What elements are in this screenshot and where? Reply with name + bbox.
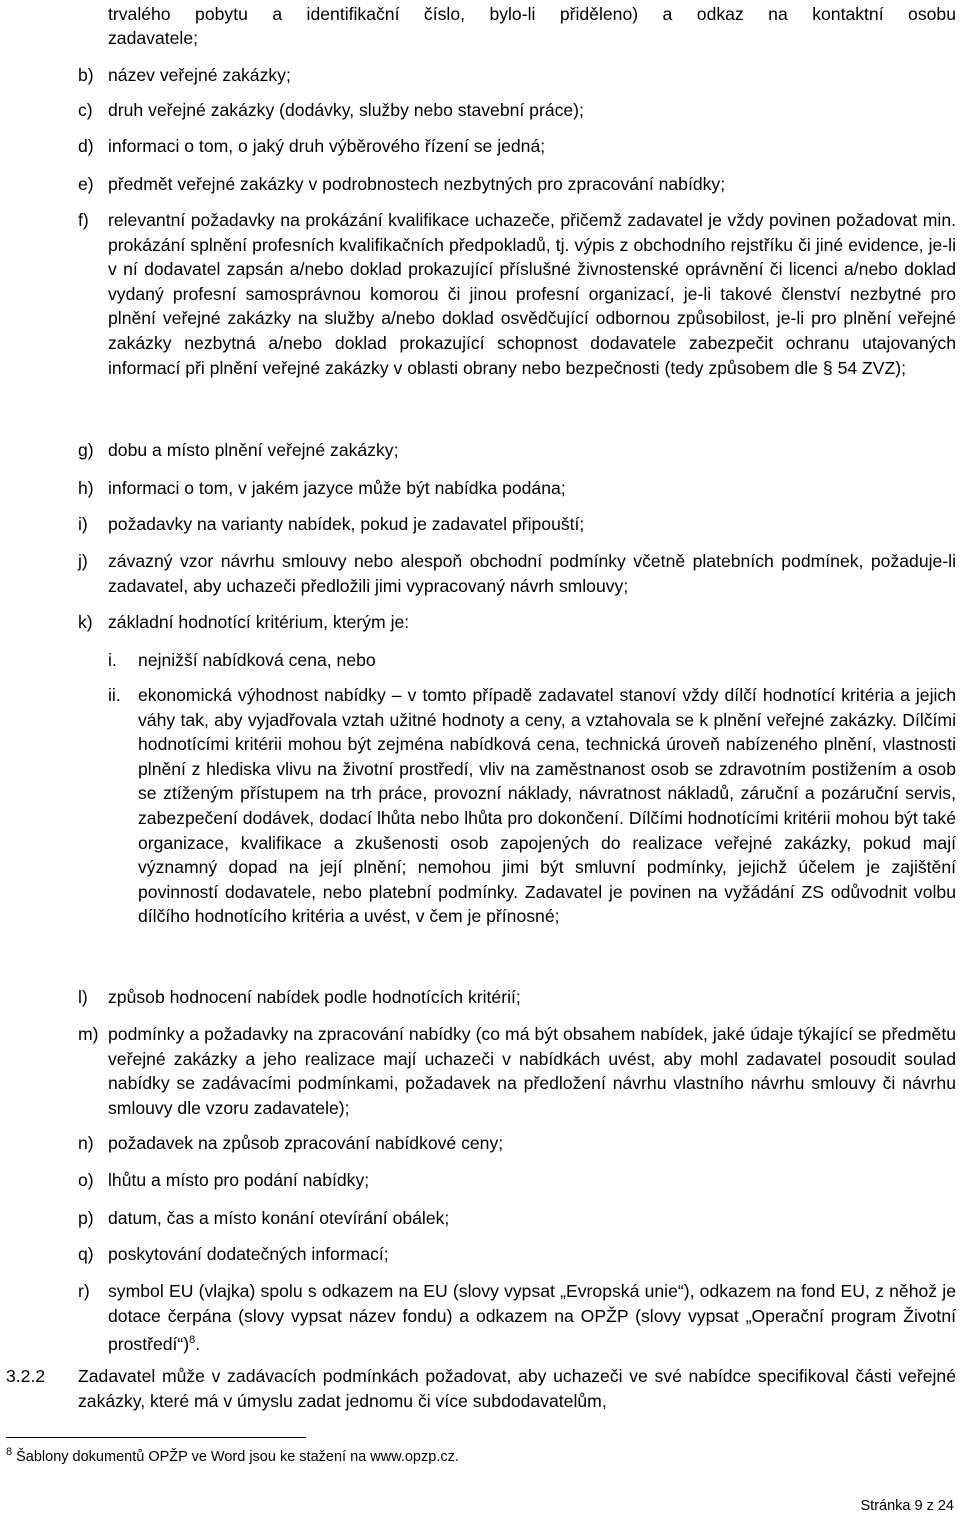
list-text: poskytování dodatečných informací; bbox=[108, 1244, 389, 1264]
list-text: informaci o tom, v jakém jazyce může být nabídka podána; bbox=[108, 478, 566, 498]
list-label: h) bbox=[78, 478, 94, 498]
list-item-r bbox=[78, 1279, 956, 1357]
sub-text: ekonomická výhodnost nabídky – v tomto případě zadavatel stanoví vždy dílčí hodnotící kritéria a jejich váhy tak, aby vyjadřovala vztah užitné hodnoty a ceny, a vztahovala se k plnění veřejné zakázky. Dílčími hodnotícími kritérii mohou být zejména nabídková cena, technická úroveň nabízeného plnění, vlastnosti plnění z hlediska vlivu na životní prostředí, vliv na zaměstnanost osob se zdravotním postižením a osob se ztíženým přístupem na trh práce, provozní náklady, návratnost nákladů, záruční a pozáruční servis, zabezpečení dodávek, dodací lhůta nebo lhůta pro dokončení. Dílčími hodnotícími kritérii mohou být také organizace, kvalifikace a zkušenosti osob zapojených do realizace veřejné zakázky, pokud mají významný dopad na její plnění; nemohou jimi být smluvní podmínky, jejichž účelem je zajištění povinností dodavatele, nebo platební podmínky. Zadavatel je povinen na vyžádání ZS odůvodnit volbu dílčího hodnotícího kritéria a uvést, v čem je přínosné; bbox=[138, 685, 956, 927]
section-3-2-2 bbox=[6, 1364, 956, 1413]
list-text: základní hodnotící kritérium, kterým je: bbox=[108, 612, 410, 632]
list-label: d) bbox=[78, 136, 94, 156]
list-text: způsob hodnocení nabídek podle hodnotících kritérií; bbox=[108, 987, 521, 1007]
footnote-reference: 8 bbox=[189, 1334, 196, 1347]
list-label: e) bbox=[78, 174, 94, 194]
list-text: podmínky a požadavky na zpracování nabídky (co má být obsahem nabídek, jaké údaje týkající se předmětu veřejné zakázky a jeho realizace mají uchazeči v nabídkách uvést, aby mohl zadavatel posoudit soulad nabídky se zadávacími podmínkami, požadavek na předložení návrhu vlastního návrhu smlouvy či návrhu smlouvy dle vzoru zadavatele); bbox=[108, 1024, 956, 1118]
sub-label: ii. bbox=[108, 685, 121, 705]
list-item-j bbox=[78, 549, 956, 598]
list-label: c) bbox=[78, 100, 93, 120]
list-label: r) bbox=[78, 1281, 90, 1301]
list-label: n) bbox=[78, 1133, 94, 1153]
list-text: požadavky na varianty nabídek, pokud je zadavatel připouští; bbox=[108, 514, 585, 534]
list-text: dobu a místo plnění veřejné zakázky; bbox=[108, 440, 399, 460]
list-label: g) bbox=[78, 440, 94, 460]
list-item-p bbox=[78, 1206, 956, 1231]
list-label: p) bbox=[78, 1208, 94, 1228]
list-item-o bbox=[78, 1168, 956, 1193]
list-text: název veřejné zakázky; bbox=[108, 65, 291, 85]
list-item-b bbox=[78, 63, 956, 88]
footnote bbox=[6, 1442, 459, 1467]
list-item-f bbox=[78, 208, 956, 380]
list-label: i) bbox=[78, 514, 88, 534]
list-item-n bbox=[78, 1131, 956, 1156]
list-text: závazný vzor návrhu smlouvy nebo alespoň obchodní podmínky včetně platebních podmínek, požaduje-li zadavatel, aby uchazeči předložili jimi vypracovaný návrh smlouvy; bbox=[108, 551, 956, 596]
list-item-g bbox=[78, 438, 956, 463]
list-label: b) bbox=[78, 65, 94, 85]
list-item-i bbox=[78, 512, 956, 537]
list-item-e bbox=[78, 172, 956, 197]
footnote-divider bbox=[6, 1437, 306, 1438]
list-item-d bbox=[78, 134, 956, 159]
footnote-text: Šablony dokumentů OPŽP ve Word jsou ke stažení na www.opzp.cz. bbox=[16, 1449, 459, 1465]
list-text-body: symbol EU (vlajka) spolu s odkazem na EU (slovy vypsat „Evropská unie“), odkazem na fond EU, z něhož je dotace čerpána (slovy vypsat název fondu) a odkazem na OPŽP (slovy vypsat „Operační program Životní prostředí“) bbox=[108, 1281, 956, 1355]
sub-item-ii bbox=[108, 683, 956, 929]
list-text: informaci o tom, o jaký druh výběrového řízení se jedná; bbox=[108, 136, 546, 156]
list-item-h bbox=[78, 476, 956, 501]
list-label: k) bbox=[78, 612, 93, 632]
list-text: druh veřejné zakázky (dodávky, služby nebo stavební práce); bbox=[108, 100, 584, 120]
list-item-l bbox=[78, 985, 956, 1010]
list-item-m bbox=[78, 1022, 956, 1120]
list-text-end: . bbox=[195, 1334, 201, 1355]
section-number: 3.2.2 bbox=[6, 1366, 46, 1386]
list-label: m) bbox=[78, 1024, 99, 1044]
list-label: f) bbox=[78, 210, 89, 230]
intro-line-2: zadavatele; bbox=[108, 28, 198, 48]
list-item-k bbox=[78, 610, 956, 635]
sub-label: i. bbox=[108, 650, 117, 670]
list-label: q) bbox=[78, 1244, 94, 1264]
list-label: o) bbox=[78, 1170, 94, 1190]
section-text: Zadavatel může v zadávacích podmínkách požadovat, aby uchazeči ve své nabídce specifikoval části veřejné zakázky, které má v úmyslu zadat jednomu či více subdodavatelům, bbox=[78, 1366, 956, 1411]
list-item-q bbox=[78, 1242, 956, 1267]
sub-item-i bbox=[108, 648, 956, 673]
intro-line-1: trvalého pobytu a identifikační číslo, bylo-li přiděleno) a odkaz na kontaktní osobu bbox=[108, 4, 956, 24]
list-label: l) bbox=[78, 987, 88, 1007]
page-number: Stránka 9 z 24 bbox=[860, 1498, 954, 1514]
footnote-number: 8 bbox=[6, 1446, 13, 1458]
list-text: datum, čas a místo konání otevírání obálek; bbox=[108, 1208, 450, 1228]
sub-text: nejnižší nabídková cena, nebo bbox=[138, 650, 376, 670]
list-text: lhůtu a místo pro podání nabídky; bbox=[108, 1170, 370, 1190]
list-text bbox=[108, 1279, 956, 1357]
list-text: relevantní požadavky na prokázání kvalifikace uchazeče, přičemž zadavatel je vždy povinen požadovat min. prokázání splnění profesních kvalifikačních předpokladů, tj. výpis z obchodního rejstříku či jiné evidence, je-li v ní dodavatel zapsán a/nebo doklad prokazující příslušné živnostenské oprávnění či licenci a/nebo doklad vydaný profesní samosprávnou komorou či jinou profesní organizací, je-li takové členství nezbytné pro plnění veřejné zakázky na služby a/nebo doklad osvědčující odbornou způsobilost, je-li pro plnění veřejné zakázky nezbytná a/nebo doklad prokazující schopnost dodavatele zabezpečit ochranu utajovaných informací při plnění veřejné zakázky v oblasti obrany nebo bezpečnosti (tedy způsobem dle § 54 ZVZ); bbox=[108, 210, 956, 378]
list-text: požadavek na způsob zpracování nabídkové ceny; bbox=[108, 1133, 504, 1153]
list-label: j) bbox=[78, 551, 88, 571]
list-text: předmět veřejné zakázky v podrobnostech nezbytných pro zpracování nabídky; bbox=[108, 174, 726, 194]
list-item-c bbox=[78, 98, 956, 123]
